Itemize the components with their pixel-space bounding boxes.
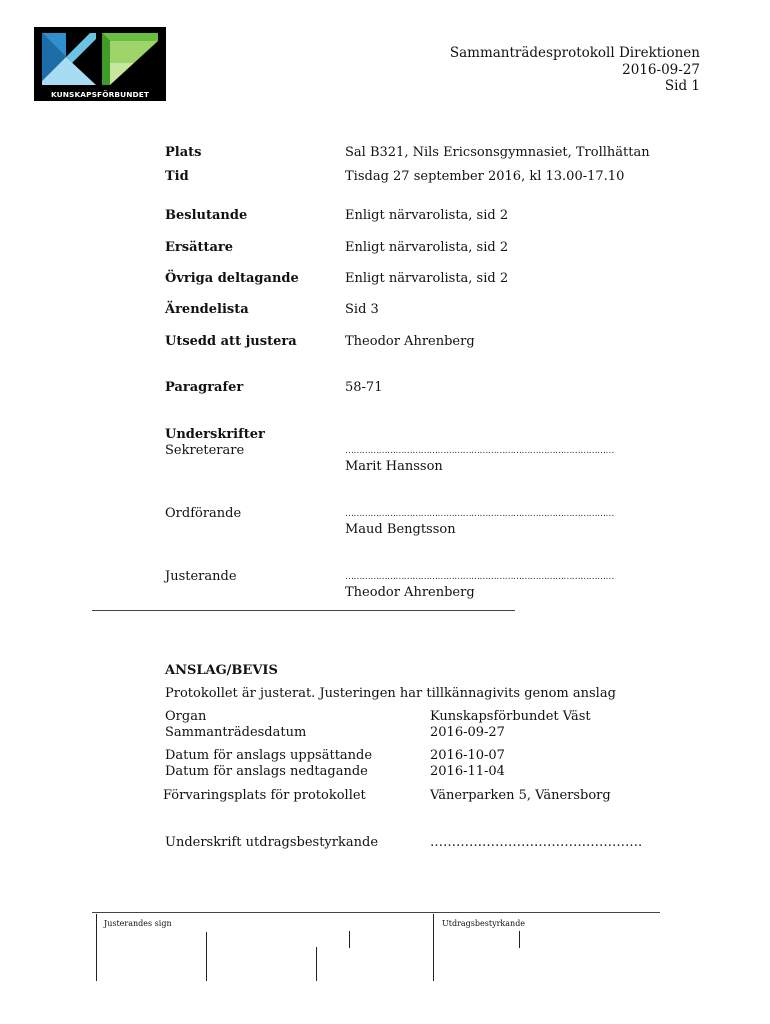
page-number: Sid 1	[664, 78, 700, 94]
justerandes-sign-label: Justerandes sign	[104, 919, 172, 928]
paragrafer-label: Paragrafer	[165, 380, 244, 395]
logo-text: KUNSKAPSFÖRBUNDET	[50, 90, 150, 99]
sign-box-tick-1	[349, 931, 350, 948]
tid-value: Tisdag 27 september 2016, kl 13.00-17.10	[345, 169, 625, 184]
ersattare-label: Ersättare	[165, 240, 234, 255]
underskrifter-heading: Underskrifter	[165, 427, 265, 442]
kunskapsforbundet-logo	[34, 27, 166, 101]
anslag-intro: Protokollet är justerat. Justeringen har tillkännagivits genom anslag	[165, 686, 616, 701]
plats-value: Sal B321, Nils Ericsonsgymnasiet, Trollhättan	[345, 145, 650, 160]
justerande-name: Theodor Ahrenberg	[345, 585, 475, 600]
anslag-heading: ANSLAG/BEVIS	[165, 663, 278, 678]
datum-label: Sammanträdesdatum	[165, 725, 307, 740]
footer-rule	[92, 912, 660, 913]
footer-left-border	[96, 914, 97, 981]
justera-label: Utsedd att justera	[165, 334, 297, 349]
tid-label: Tid	[165, 169, 189, 184]
sign-box-divider-1	[206, 932, 207, 981]
arendelista-value: Sid 3	[345, 302, 379, 317]
underskrift-label: Underskrift utdragsbestyrkande	[165, 835, 379, 850]
sign-box-divider-2	[316, 947, 317, 981]
nedtagande-value: 2016-11-04	[430, 764, 505, 779]
document-title: Sammanträdesprotokoll Direktionen	[449, 45, 700, 61]
justerande-label: Justerande	[165, 569, 237, 584]
ersattare-value: Enligt närvarolista, sid 2	[345, 240, 509, 255]
ovriga-value: Enligt närvarolista, sid 2	[345, 271, 509, 286]
sekreterare-signature-line: ……………………………………………………………………………………	[345, 446, 614, 456]
organ-value: Kunskapsförbundet Väst	[430, 709, 591, 724]
justerande-signature-line: ……………………………………………………………………………………	[345, 572, 614, 582]
ordforande-name: Maud Bengtsson	[345, 522, 456, 537]
ordforande-label: Ordförande	[165, 506, 242, 521]
uppsattande-label: Datum för anslags uppsättande	[165, 748, 373, 763]
uppsattande-value: 2016-10-07	[430, 748, 505, 763]
nedtagande-label: Datum för anslags nedtagande	[165, 764, 368, 779]
underskrift-line: ………………………………………….	[430, 835, 643, 850]
utdragsbestyrkande-label: Utdragsbestyrkande	[442, 919, 526, 928]
forvaring-value: Vänerparken 5, Vänersborg	[430, 788, 611, 803]
plats-label: Plats	[165, 145, 202, 160]
beslutande-value: Enligt närvarolista, sid 2	[345, 208, 509, 223]
justera-value: Theodor Ahrenberg	[345, 334, 475, 349]
document-date: 2016-09-27	[622, 62, 700, 78]
arendelista-label: Ärendelista	[165, 302, 249, 317]
beslutande-label: Beslutande	[165, 208, 248, 223]
datum-value: 2016-09-27	[430, 725, 505, 740]
sekreterare-name: Marit Hansson	[345, 459, 443, 474]
sign-box-tick-2	[519, 931, 520, 948]
footer-middle-border	[433, 914, 434, 981]
ordforande-signature-line: ……………………………………………………………………………………	[345, 509, 614, 519]
ovriga-label: Övriga deltagande	[165, 271, 299, 286]
sekreterare-label: Sekreterare	[165, 443, 245, 458]
forvaring-label: Förvaringsplats för protokollet	[163, 788, 366, 803]
section-divider	[92, 610, 515, 611]
logo-mark-icon	[34, 27, 166, 89]
paragrafer-value: 58-71	[345, 380, 383, 395]
organ-label: Organ	[165, 709, 207, 724]
